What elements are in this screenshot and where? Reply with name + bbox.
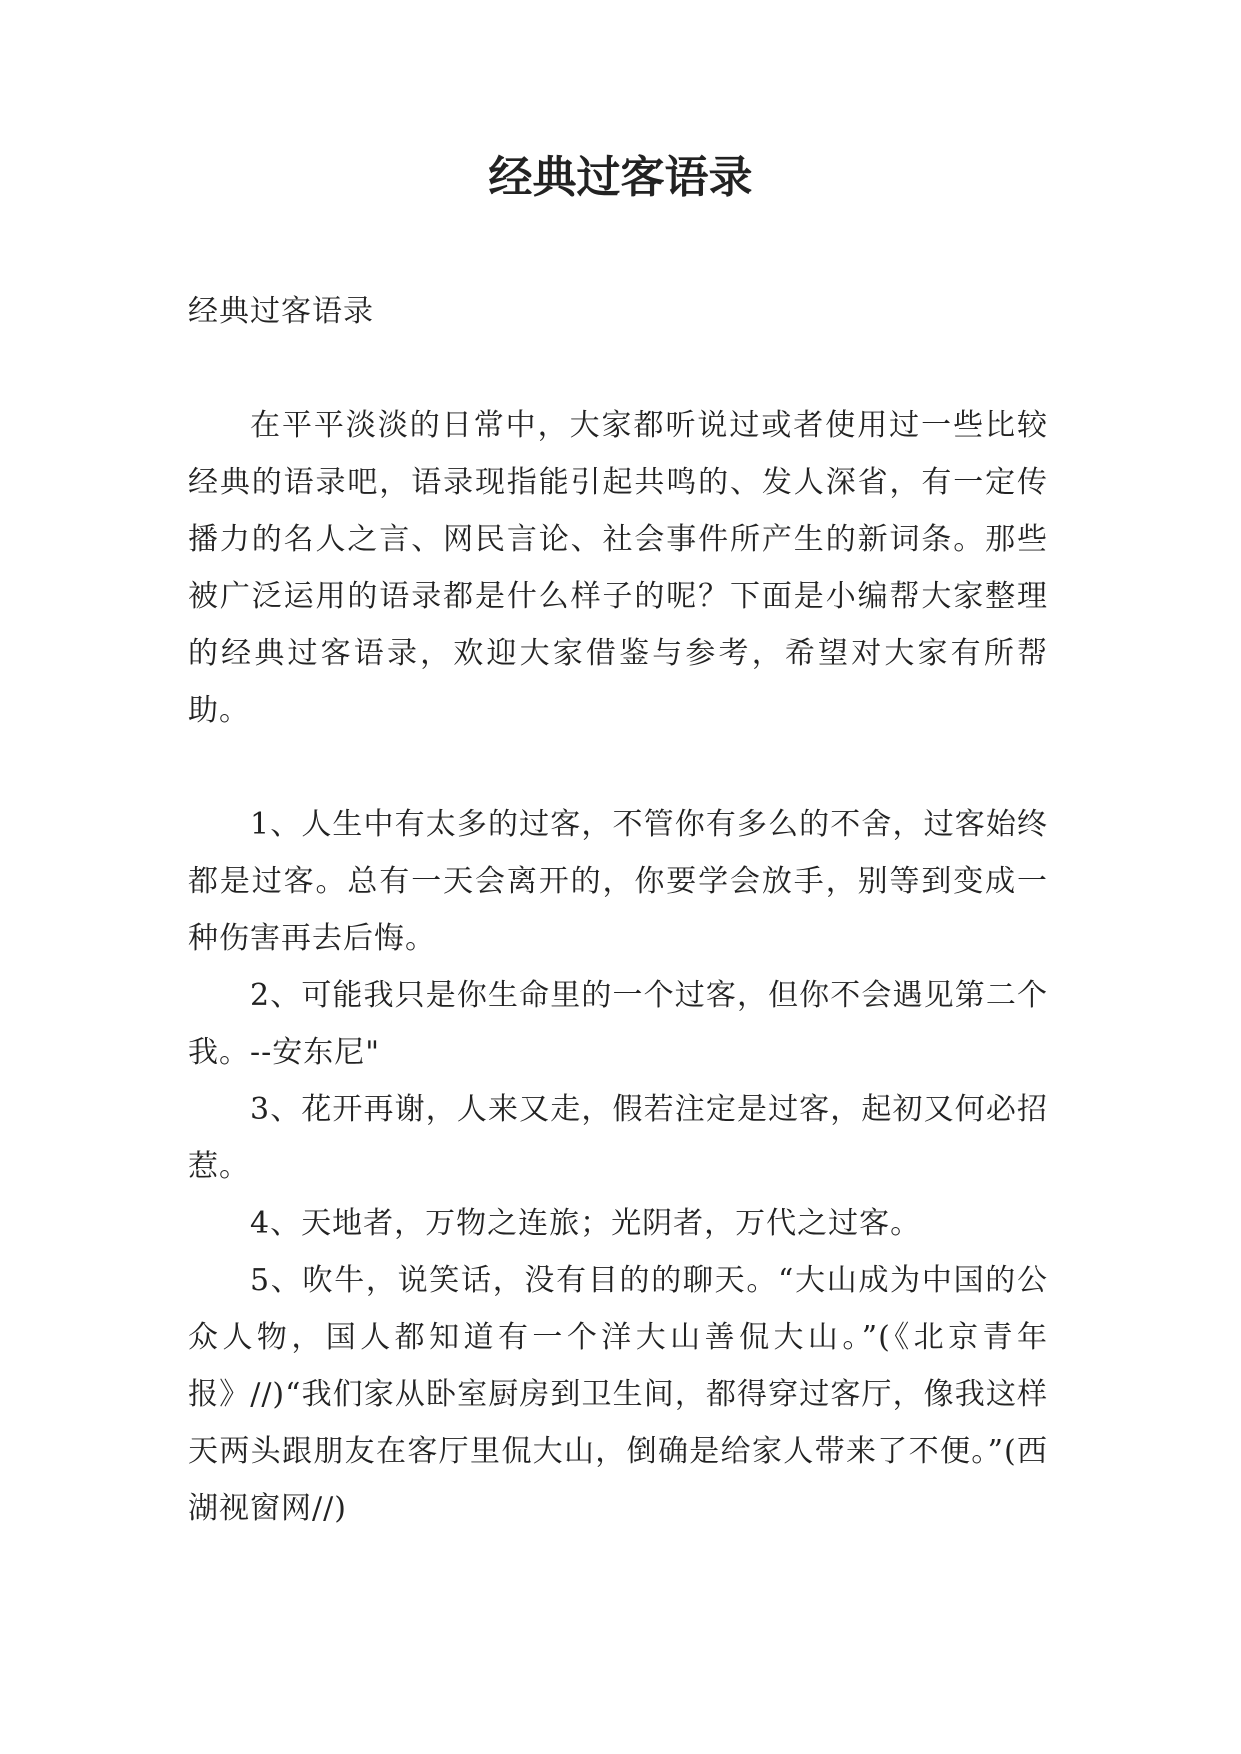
document-title: 经典过客语录 <box>488 152 753 203</box>
document-body <box>188 283 1048 1537</box>
quote-item-2: 2、可能我只是你生命里的一个过客，但你不会遇见第二个我。--安东尼" <box>188 978 1048 1070</box>
quote-item-5: 5、吹牛，说笑话，没有目的的聊天。“大山成为中国的公众人物，国人都知道有一个洋大山善侃大山。”(《北京青年报》//)“我们家从卧室厨房到卫生间，都得穿过客厅，像我这样天两头跟朋友在客厅里侃大山，倒确是给家人带来了不便。”(西湖视窗网//) <box>188 1263 1048 1526</box>
quote-item-1: 1、人生中有太多的过客，不管你有多么的不舍，过客始终都是过客。总有一天会离开的，你要学会放手，别等到变成一种伤害再去后悔。 <box>188 807 1048 956</box>
quote-item-3: 3、花开再谢，人来又走，假若注定是过客，起初又何必招惹。 <box>188 1092 1048 1184</box>
quote-item-4: 4、天地者，万物之连旅；光阴者，万代之过客。 <box>250 1206 922 1241</box>
document-subtitle: 经典过客语录 <box>188 294 374 329</box>
intro-paragraph: 在平平淡淡的日常中，大家都听说过或者使用过一些比较经典的语录吧，语录现指能引起共鸣的、发人深省，有一定传播力的名人之言、网民言论、社会事件所产生的新词条。那些被广泛运用的语录都是什么样子的呢？下面是小编帮大家整理的经典过客语录，欢迎大家借鉴与参考，希望对大家有所帮助。 <box>188 408 1048 728</box>
